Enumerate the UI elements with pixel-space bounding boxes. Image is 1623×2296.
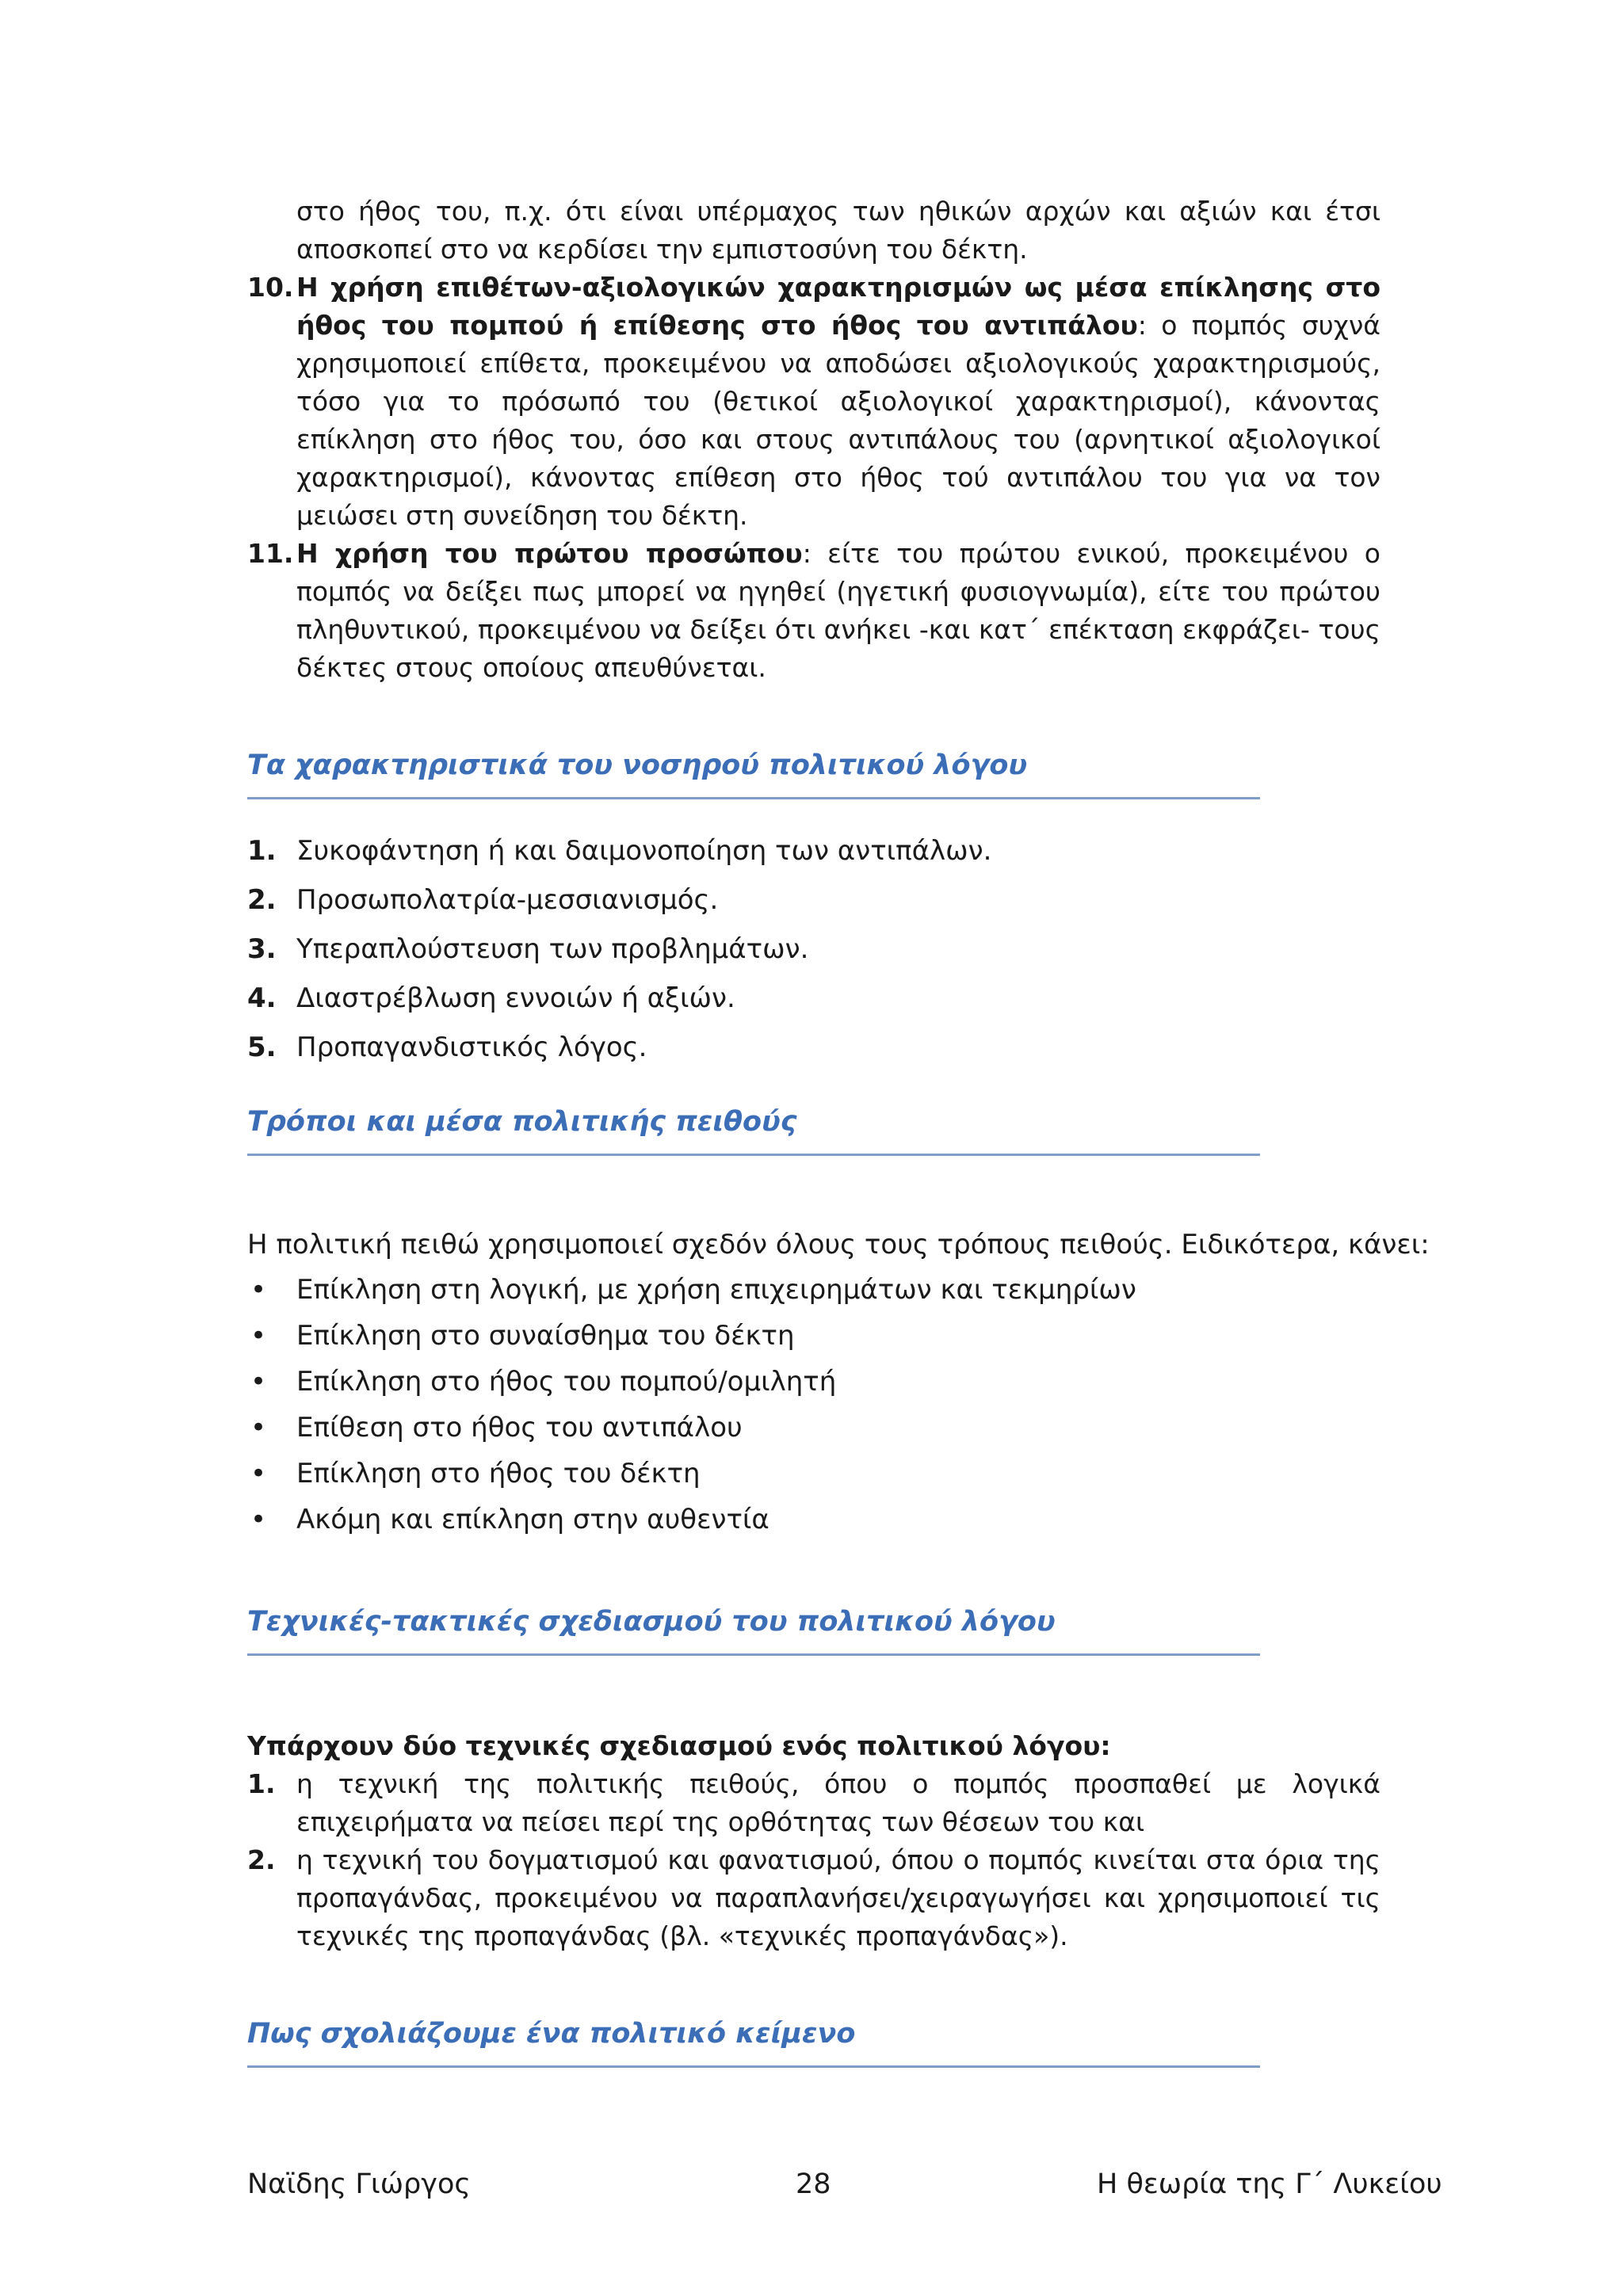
footer-book-title: Η θεωρία της Γ΄ Λυκείου bbox=[1097, 2168, 1442, 2200]
section-title: Τρόποι και μέσα πολιτικής πειθούς bbox=[247, 1106, 797, 1138]
item-text: η τεχνική της πολιτικής πειθούς, όπου ο πομπός προσπαθεί με λογικά επιχειρήματα να πείσει περί της ορθότητας των θέσεων του και bbox=[296, 1768, 1381, 1837]
section-lead: Υπάρχουν δύο τεχνικές σχεδιασμού ενός πολιτικού λόγου: bbox=[247, 1730, 1111, 1761]
bullet-item bbox=[250, 1317, 795, 1355]
list-item bbox=[247, 1765, 1381, 1841]
list-item-11 bbox=[247, 535, 1381, 687]
bullet-text: Επίκληση στη λογική, με χρήση επιχειρημάτων και τεκμηρίων bbox=[296, 1274, 1136, 1306]
bullet-item bbox=[250, 1501, 769, 1539]
continuation-paragraph: στο ήθος του, π.χ. ότι είναι υπέρμαχος των ηθικών αρχών και αξιών και έτσι αποσκοπεί στο να κερδίσει την εμπιστοσύνη του δέκτη. bbox=[296, 196, 1381, 265]
bullet-text: Ακόμη και επίκληση στην αυθεντία bbox=[296, 1504, 769, 1535]
item-number: 1. bbox=[247, 1768, 276, 1799]
footer-author: Ναϊδης Γιώργος bbox=[247, 2168, 471, 2200]
bullet-marker: • bbox=[250, 1274, 267, 1306]
bullet-text: Επίκληση στο ήθος του δέκτη bbox=[296, 1458, 701, 1489]
bullet-item bbox=[250, 1271, 1136, 1309]
item-text: η τεχνική του δογματισμού και φανατισμού, όπου ο πομπός κινείται στα όρια της προπαγάνδας, προκειμένου να παραπλανήσει/χειραγωγήσει και χρησιμοποιεί τις τεχνικές της προπαγάνδας (βλ. «τεχνικές προπαγάνδας»). bbox=[296, 1844, 1381, 1951]
item-text: : ο πομπός συχνά χρησιμοποιεί επίθετα, προκειμένου να αποδώσει αξιολογικούς χαρακτηρισμούς, τόσο για το πρόσωπό του (θετικοί αξιολογικοί χαρακτηρισμοί), κάνοντας επίκληση στο ήθος του, όσο και στους αντιπάλους του (αρνητικοί αξιολογικοί χαρακτηρισμοί), κάνοντας επίθεση στο ήθος τού αντιπάλου του για να τον μειώσει στη συνείδηση του δέκτη. bbox=[296, 310, 1381, 531]
item-number: 4. bbox=[247, 982, 277, 1014]
bullet-item bbox=[250, 1363, 836, 1401]
list-item bbox=[247, 832, 991, 870]
list-item bbox=[247, 930, 808, 968]
item-text: : είτε του πρώτου ενικού, προκειμένου ο πομπός να δείξει πως μπορεί να ηγηθεί (ηγετική φυσιογνωμία), είτε του πρώτου πληθυντικού, προκειμένου να δείξει ότι ανήκει -και κατ΄ επέκταση εκφράζει- τους δέκτες στους οποίους απευθύνεται. bbox=[296, 538, 1381, 683]
item-body bbox=[296, 269, 1381, 535]
list-item bbox=[247, 1028, 647, 1066]
item-bold-lead: Η χρήση επιθέτων-αξιολογικών χαρακτηρισμών ως μέσα επίκλησης στο ήθος του πομπού ή επίθεσης στο ήθος του αντιπάλου bbox=[296, 272, 1381, 341]
bullet-marker: • bbox=[250, 1366, 267, 1398]
item-body bbox=[296, 535, 1381, 687]
bullet-text: Επίκληση στο συναίσθημα του δέκτη bbox=[296, 1320, 795, 1352]
list-item bbox=[247, 881, 718, 919]
item-text: Προσωπολατρία-μεσσιανισμός. bbox=[296, 884, 719, 916]
section-heading-design-techniques bbox=[247, 1604, 1260, 1656]
item-number: 1. bbox=[247, 835, 277, 867]
bullet-marker: • bbox=[250, 1412, 267, 1444]
bullet-marker: • bbox=[250, 1458, 267, 1489]
section-heading-persuasion-means bbox=[247, 1104, 1260, 1156]
item-text: Υπεραπλούστευση των προβλημάτων. bbox=[296, 933, 809, 965]
item-text: Συκοφάντηση ή και δαιμονοποίηση των αντιπάλων. bbox=[296, 835, 992, 867]
list-item bbox=[247, 1841, 1381, 1955]
item-number: 2. bbox=[247, 884, 277, 916]
bullet-item bbox=[250, 1409, 743, 1447]
list-item bbox=[247, 979, 735, 1017]
section-title: Τεχνικές-τακτικές σχεδιασμού του πολιτικού λόγου bbox=[247, 1606, 1056, 1638]
page-number: 28 bbox=[796, 2168, 831, 2200]
section-intro: Η πολιτική πειθώ χρησιμοποιεί σχεδόν όλους τους τρόπους πειθούς. Ειδικότερα, κάνει: bbox=[247, 1229, 1430, 1261]
bullet-text: Επίκληση στο ήθος του πομπού/ομιλητή bbox=[296, 1366, 837, 1398]
bullet-marker: • bbox=[250, 1504, 267, 1535]
item-text: Προπαγανδιστικός λόγος. bbox=[296, 1032, 647, 1063]
item-number: 10. bbox=[247, 272, 294, 303]
item-text: Διαστρέβλωση εννοιών ή αξιών. bbox=[296, 982, 735, 1014]
section-title: Τα χαρακτηριστικά του νοσηρού πολιτικού λόγου bbox=[247, 749, 1028, 781]
section-title: Πως σχολιάζουμε ένα πολιτικό κείμενο bbox=[247, 2018, 856, 2050]
item-number: 5. bbox=[247, 1032, 277, 1063]
bullet-item bbox=[250, 1455, 701, 1493]
section-heading-unhealthy-discourse bbox=[247, 748, 1260, 799]
item-number: 11. bbox=[247, 538, 294, 569]
bullet-text: Επίθεση στο ήθος του αντιπάλου bbox=[296, 1412, 743, 1444]
bullet-marker: • bbox=[250, 1320, 267, 1352]
item-number: 2. bbox=[247, 1844, 276, 1875]
item-number: 3. bbox=[247, 933, 277, 965]
list-item-10 bbox=[247, 269, 1381, 535]
item-bold-lead: Η χρήση του πρώτου προσώπου bbox=[296, 538, 803, 569]
section-heading-commenting bbox=[247, 2016, 1260, 2068]
